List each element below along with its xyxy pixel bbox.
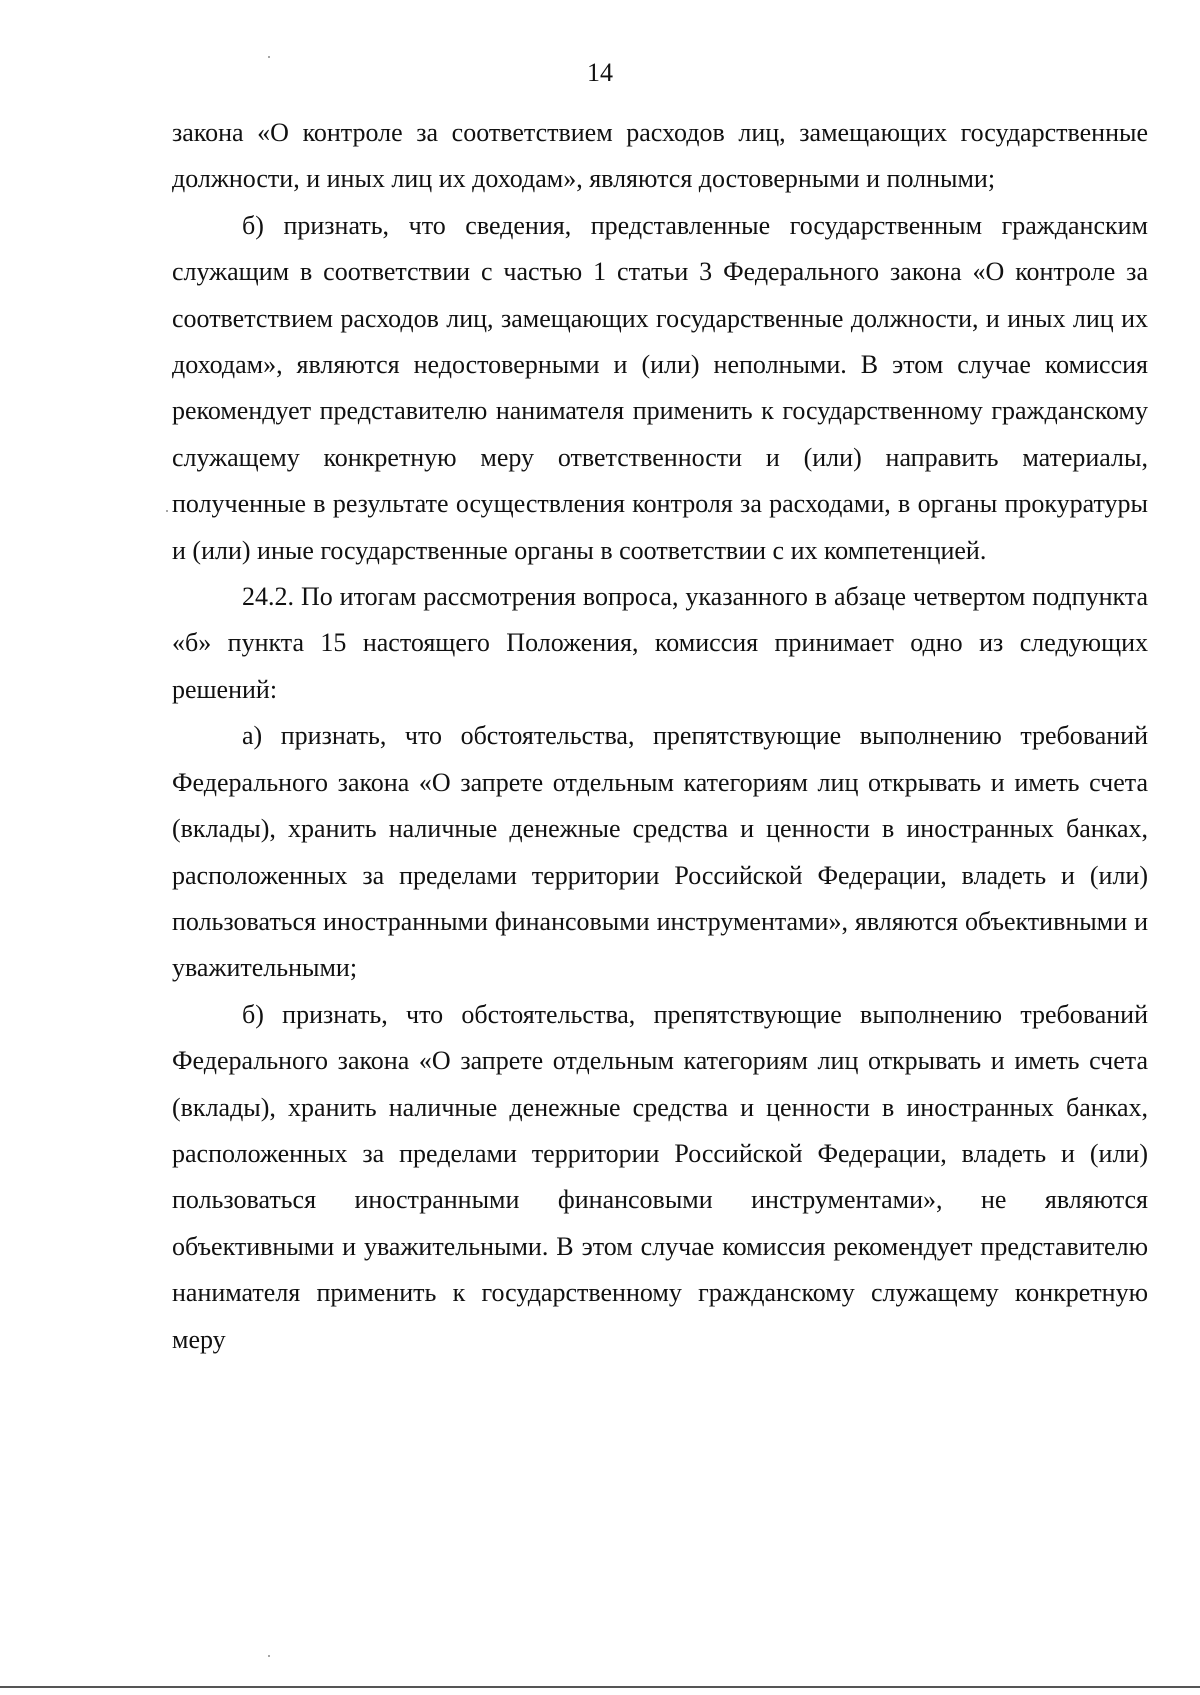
paragraph-24-2: 24.2. По итогам рассмотрения вопроса, указанного в абзаце четвертом подпункта «б» пункта 15 настоящего Положения, комиссия принимает одно из следующих решений: [172,582,1148,704]
paragraph-subitem-b-expenses: б) признать, что сведения, представленные государственным гражданским служащим в соответствии с частью 1 статьи 3 Федерального закона «О контроле за соответствием расходов лиц, замещающих государственные должности, и иных лиц их доходам», являются недостоверными и (или) неполными. В этом случае комиссия рекомендует представителю нанимателя применить к государственному гражданскому служащему конкретную меру ответственности и (или) направить материалы, полученные в результате осуществления контроля за расходами, в органы прокуратуры и (или) иные государственные органы в соответствии с их компетенцией. [172,210,1148,565]
page-number: 14 [587,58,613,87]
scan-edge-line [0,1686,1200,1688]
paragraph-subitem-b-circumstances: б) признать, что обстоятельства, препятствующие выполнению требований Федерального закона «О запрете отдельным категориям лиц открывать и иметь счета (вклады), хранить наличные денежные средства и ценности в иностранных банках, расположенных за пределами территории Российской Федерации, владеть и (или) пользоваться иностранными финансовыми инструментами», не являются объективными и уважительными. В этом случае комиссия рекомендует представителю нанимателя применить к государственному гражданскому служащему конкретную меру [172,999,1148,1354]
paragraph-continuation: закона «О контроле за соответствием расходов лиц, замещающих государственные должности, и иных лиц их доходам», являются достоверными и полными; [172,118,1148,194]
paragraph-subitem-a-circumstances: а) признать, что обстоятельства, препятствующие выполнению требований Федерального закона «О запрете отдельным категориям лиц открывать и иметь счета (вклады), хранить наличные денежные средства и ценности в иностранных банках, расположенных за пределами территории Российской Федерации, владеть и (или) пользоваться иностранными финансовыми инструментами», являются объективными и уважительными; [172,721,1148,983]
document-body [172,110,1148,1363]
scan-speck [166,510,168,512]
scan-speck [268,1655,270,1657]
scan-speck [268,56,270,58]
